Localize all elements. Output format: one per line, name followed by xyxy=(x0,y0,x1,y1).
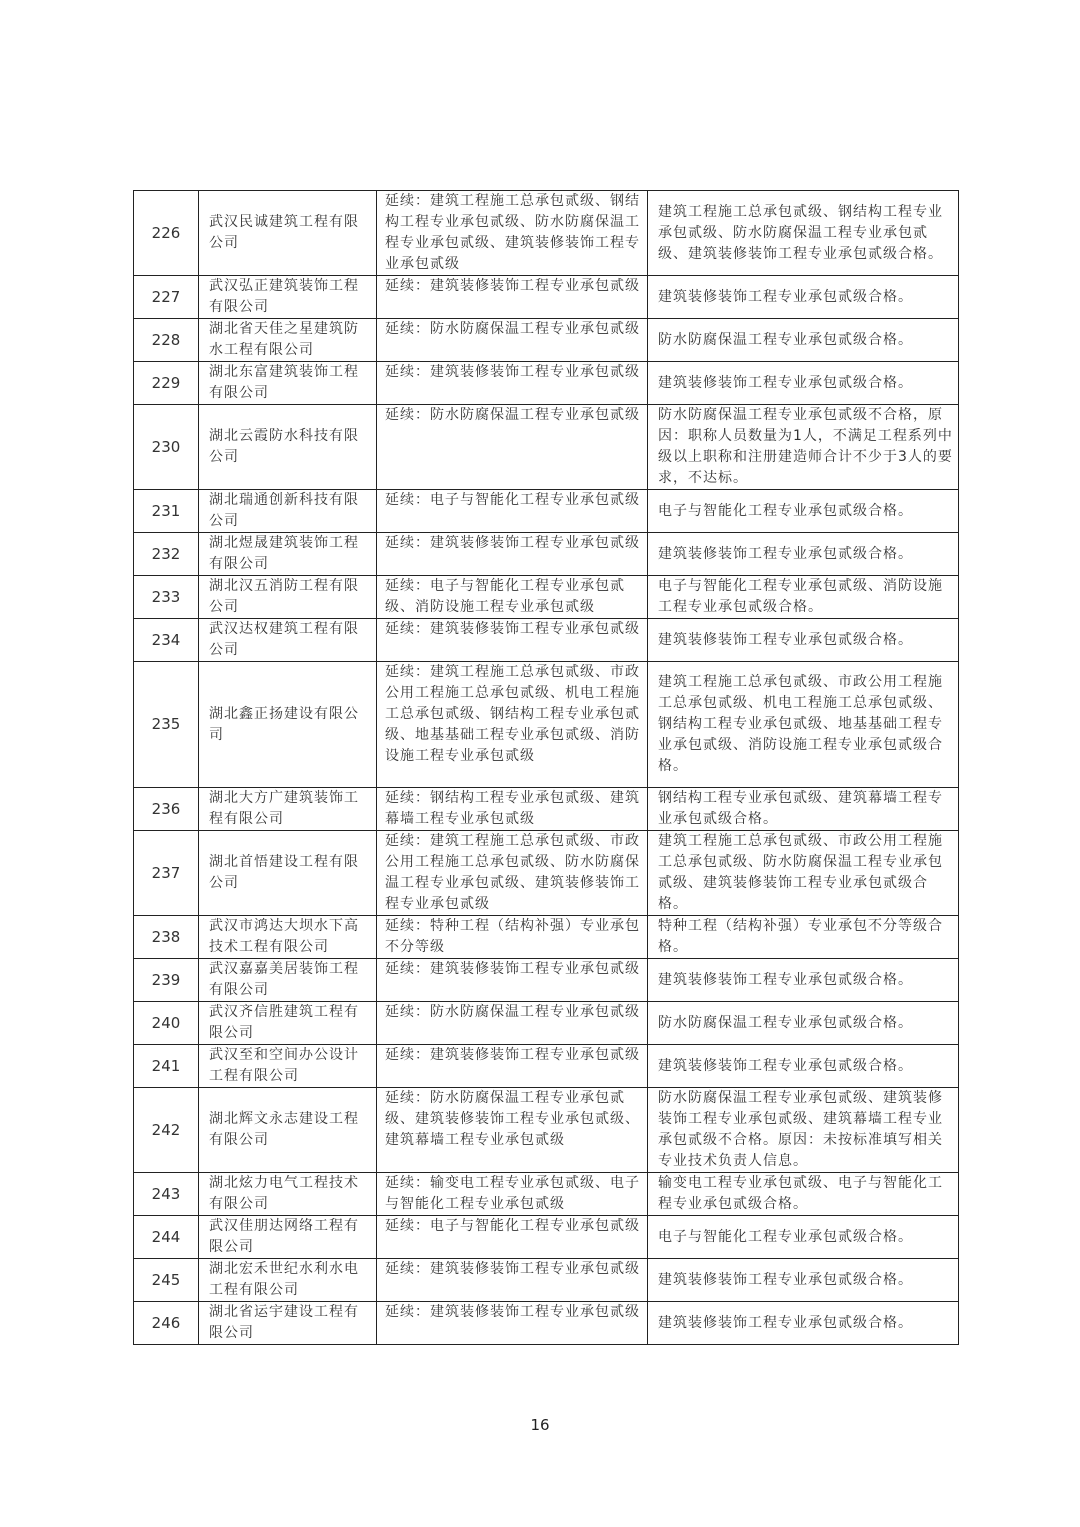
company-name: 湖北大方广建筑装饰工程有限公司 xyxy=(199,788,377,831)
table-row xyxy=(134,533,959,576)
table-row xyxy=(134,191,959,276)
review-result: 建筑工程施工总承包贰级、钢结构工程专业承包贰级、防水防腐保温工程专业承包贰级、建筑装修装饰工程专业承包贰级合格。 xyxy=(648,191,959,276)
application-content: 延续：特种工程（结构补强）专业承包不分等级 xyxy=(377,916,648,959)
company-name: 武汉齐信胜建筑工程有限公司 xyxy=(199,1002,377,1045)
row-number: 236 xyxy=(134,788,199,831)
table-row xyxy=(134,831,959,916)
table-row xyxy=(134,362,959,405)
company-name: 武汉达权建筑工程有限公司 xyxy=(199,619,377,662)
row-number: 226 xyxy=(134,191,199,276)
application-content: 延续：电子与智能化工程专业承包贰级 xyxy=(377,490,648,533)
qualification-table xyxy=(133,190,959,1345)
row-number: 246 xyxy=(134,1302,199,1345)
application-content: 延续：建筑装修装饰工程专业承包贰级 xyxy=(377,959,648,1002)
row-number: 242 xyxy=(134,1088,199,1173)
company-name: 湖北炫力电气工程技术有限公司 xyxy=(199,1173,377,1216)
company-name: 湖北瑞通创新科技有限公司 xyxy=(199,490,377,533)
row-number: 231 xyxy=(134,490,199,533)
application-content: 延续：建筑装修装饰工程专业承包贰级 xyxy=(377,1045,648,1088)
table-row xyxy=(134,276,959,319)
company-name: 湖北煜晟建筑装饰工程有限公司 xyxy=(199,533,377,576)
table-row xyxy=(134,1045,959,1088)
company-name: 湖北东富建筑装饰工程有限公司 xyxy=(199,362,377,405)
review-result: 钢结构工程专业承包贰级、建筑幕墙工程专业承包贰级合格。 xyxy=(648,788,959,831)
application-content: 延续：建筑装修装饰工程专业承包贰级 xyxy=(377,1259,648,1302)
table-row xyxy=(134,1088,959,1173)
review-result: 电子与智能化工程专业承包贰级合格。 xyxy=(648,1216,959,1259)
table-row xyxy=(134,788,959,831)
table-row xyxy=(134,576,959,619)
application-content: 延续：建筑工程施工总承包贰级、市政公用工程施工总承包贰级、防水防腐保温工程专业承包贰级、建筑装修装饰工程专业承包贰级 xyxy=(377,831,648,916)
company-name: 武汉弘正建筑装饰工程有限公司 xyxy=(199,276,377,319)
table-row xyxy=(134,619,959,662)
review-result: 防水防腐保温工程专业承包贰级不合格，原因：职称人员数量为1人，不满足工程系列中级以上职称和注册建造师合计不少于3人的要求，不达标。 xyxy=(648,405,959,490)
review-result: 电子与智能化工程专业承包贰级合格。 xyxy=(648,490,959,533)
application-content: 延续：建筑装修装饰工程专业承包贰级 xyxy=(377,1302,648,1345)
company-name: 武汉民诚建筑工程有限公司 xyxy=(199,191,377,276)
row-number: 230 xyxy=(134,405,199,490)
review-result: 建筑装修装饰工程专业承包贰级合格。 xyxy=(648,959,959,1002)
table-row xyxy=(134,405,959,490)
row-number: 237 xyxy=(134,831,199,916)
row-number: 235 xyxy=(134,662,199,788)
review-result: 建筑装修装饰工程专业承包贰级合格。 xyxy=(648,1045,959,1088)
company-name: 湖北辉文永志建设工程有限公司 xyxy=(199,1088,377,1173)
review-result: 建筑装修装饰工程专业承包贰级合格。 xyxy=(648,362,959,405)
table-row xyxy=(134,1173,959,1216)
table-row xyxy=(134,319,959,362)
company-name: 湖北首悟建设工程有限公司 xyxy=(199,831,377,916)
company-name: 湖北汉五消防工程有限公司 xyxy=(199,576,377,619)
table-row xyxy=(134,1259,959,1302)
table-row xyxy=(134,1002,959,1045)
row-number: 232 xyxy=(134,533,199,576)
row-number: 241 xyxy=(134,1045,199,1088)
review-result: 建筑装修装饰工程专业承包贰级合格。 xyxy=(648,1259,959,1302)
review-result: 电子与智能化工程专业承包贰级、消防设施工程专业承包贰级合格。 xyxy=(648,576,959,619)
row-number: 238 xyxy=(134,916,199,959)
review-result: 建筑装修装饰工程专业承包贰级合格。 xyxy=(648,619,959,662)
application-content: 延续：建筑装修装饰工程专业承包贰级 xyxy=(377,533,648,576)
application-content: 延续：建筑装修装饰工程专业承包贰级 xyxy=(377,619,648,662)
row-number: 244 xyxy=(134,1216,199,1259)
table-row xyxy=(134,959,959,1002)
application-content: 延续：建筑装修装饰工程专业承包贰级 xyxy=(377,362,648,405)
application-content: 延续：电子与智能化工程专业承包贰级 xyxy=(377,1216,648,1259)
company-name: 湖北云霞防水科技有限公司 xyxy=(199,405,377,490)
review-result: 建筑装修装饰工程专业承包贰级合格。 xyxy=(648,276,959,319)
company-name: 湖北省运宇建设工程有限公司 xyxy=(199,1302,377,1345)
row-number: 245 xyxy=(134,1259,199,1302)
review-result: 特种工程（结构补强）专业承包不分等级合格。 xyxy=(648,916,959,959)
application-content: 延续：电子与智能化工程专业承包贰级、消防设施工程专业承包贰级 xyxy=(377,576,648,619)
review-result: 防水防腐保温工程专业承包贰级合格。 xyxy=(648,319,959,362)
table-row xyxy=(134,916,959,959)
row-number: 234 xyxy=(134,619,199,662)
row-number: 233 xyxy=(134,576,199,619)
application-content: 延续：防水防腐保温工程专业承包贰级 xyxy=(377,1002,648,1045)
row-number: 243 xyxy=(134,1173,199,1216)
review-result: 建筑工程施工总承包贰级、市政公用工程施工总承包贰级、防水防腐保温工程专业承包贰级、建筑装修装饰工程专业承包贰级合格。 xyxy=(648,831,959,916)
application-content: 延续：防水防腐保温工程专业承包贰级 xyxy=(377,319,648,362)
review-result: 建筑工程施工总承包贰级、市政公用工程施工总承包贰级、机电工程施工总承包贰级、钢结构工程专业承包贰级、地基基础工程专业承包贰级、消防设施工程专业承包贰级合格。 xyxy=(648,662,959,788)
application-content: 延续：建筑工程施工总承包贰级、钢结构工程专业承包贰级、防水防腐保温工程专业承包贰级、建筑装修装饰工程专业承包贰级 xyxy=(377,191,648,276)
company-name: 湖北省天佳之星建筑防水工程有限公司 xyxy=(199,319,377,362)
application-content: 延续：防水防腐保温工程专业承包贰级、建筑装修装饰工程专业承包贰级、建筑幕墙工程专业承包贰级 xyxy=(377,1088,648,1173)
review-result: 输变电工程专业承包贰级、电子与智能化工程专业承包贰级合格。 xyxy=(648,1173,959,1216)
table-row xyxy=(134,1216,959,1259)
application-content: 延续：建筑装修装饰工程专业承包贰级 xyxy=(377,276,648,319)
company-name: 武汉佳朋达网络工程有限公司 xyxy=(199,1216,377,1259)
row-number: 229 xyxy=(134,362,199,405)
table-row xyxy=(134,490,959,533)
company-name: 湖北鑫正扬建设有限公司 xyxy=(199,662,377,788)
row-number: 240 xyxy=(134,1002,199,1045)
company-name: 湖北宏禾世纪水利水电工程有限公司 xyxy=(199,1259,377,1302)
application-content: 延续：建筑工程施工总承包贰级、市政公用工程施工总承包贰级、机电工程施工总承包贰级、钢结构工程专业承包贰级、地基基础工程专业承包贰级、消防设施工程专业承包贰级 xyxy=(377,662,648,788)
company-name: 武汉市鸿达大坝水下高技术工程有限公司 xyxy=(199,916,377,959)
table-body xyxy=(134,191,959,1345)
table-row xyxy=(134,662,959,788)
table-row xyxy=(134,1302,959,1345)
review-result: 防水防腐保温工程专业承包贰级、建筑装修装饰工程专业承包贰级、建筑幕墙工程专业承包贰级不合格。原因：未按标准填写相关专业技术负责人信息。 xyxy=(648,1088,959,1173)
row-number: 228 xyxy=(134,319,199,362)
page-number: 16 xyxy=(530,1416,550,1434)
application-content: 延续：防水防腐保温工程专业承包贰级 xyxy=(377,405,648,490)
row-number: 227 xyxy=(134,276,199,319)
row-number: 239 xyxy=(134,959,199,1002)
review-result: 防水防腐保温工程专业承包贰级合格。 xyxy=(648,1002,959,1045)
review-result: 建筑装修装饰工程专业承包贰级合格。 xyxy=(648,533,959,576)
application-content: 延续：钢结构工程专业承包贰级、建筑幕墙工程专业承包贰级 xyxy=(377,788,648,831)
review-result: 建筑装修装饰工程专业承包贰级合格。 xyxy=(648,1302,959,1345)
application-content: 延续：输变电工程专业承包贰级、电子与智能化工程专业承包贰级 xyxy=(377,1173,648,1216)
company-name: 武汉嘉嘉美居装饰工程有限公司 xyxy=(199,959,377,1002)
company-name: 武汉至和空间办公设计工程有限公司 xyxy=(199,1045,377,1088)
